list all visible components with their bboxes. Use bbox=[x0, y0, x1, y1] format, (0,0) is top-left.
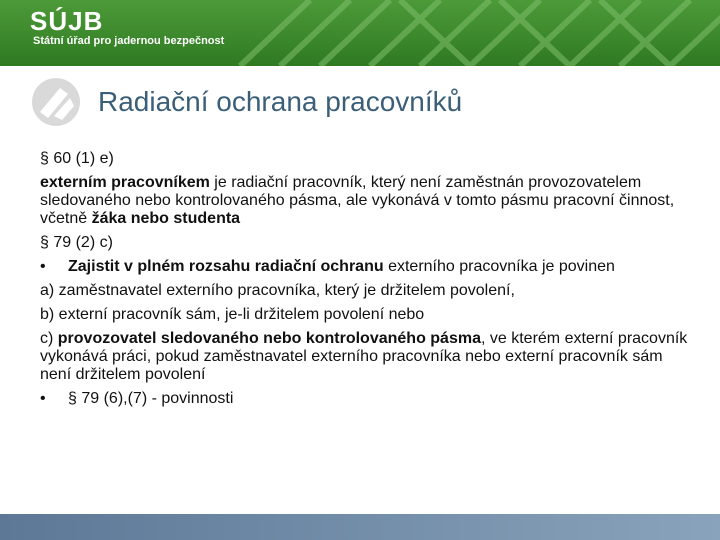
definition-term: externím pracovníkem bbox=[40, 174, 210, 191]
list-item-a: a) zaměstnavatel externího pracovníka, který je držitelem povolení, bbox=[40, 282, 515, 299]
office-name: Státní úřad pro jadernou bezpečnost bbox=[33, 35, 225, 47]
sujb-watermark-icon bbox=[30, 76, 82, 128]
list-item-c-prefix: c) bbox=[40, 330, 58, 347]
slide-content bbox=[40, 150, 690, 408]
header-band bbox=[0, 0, 720, 66]
bullet-mark: • bbox=[40, 258, 46, 275]
definition-text: je radiační pracovník, který není zaměstnán provozovatelem sledovaného nebo kontrolovaného pásma, ale vykonává v tomto pásmu pracovní činnost, včetně bbox=[40, 174, 675, 227]
header-pattern bbox=[200, 0, 720, 66]
bullet-bold: Zajistit v plném rozsahu radiační ochranu bbox=[68, 258, 384, 275]
bullet-item bbox=[40, 258, 690, 276]
footer-band bbox=[0, 514, 720, 540]
definition-paragraph bbox=[40, 174, 690, 228]
sujb-logo: SÚJB bbox=[30, 6, 104, 36]
paragraph-ref-79: § 79 (2) c) bbox=[40, 234, 113, 251]
list-item-b: b) externí pracovník sám, je-li držitelem povolení nebo bbox=[40, 306, 425, 323]
bullet-text: externího pracovníka je povinen bbox=[383, 258, 615, 275]
list-item-c bbox=[40, 330, 690, 384]
bullet-text-2: § 79 (6),(7) - povinnosti bbox=[68, 390, 234, 407]
definition-term-2: žáka nebo studenta bbox=[91, 210, 241, 227]
list-item-c-bold: provozovatel sledovaného nebo kontrolovaného pásma bbox=[57, 330, 481, 347]
paragraph-ref-60: § 60 (1) e) bbox=[40, 150, 114, 167]
list-item-c-text: , ve kterém externí pracovník vykonává práci, pokud zaměstnavatel externího pracovníka nebo externí pracovník sám není držitelem povolení bbox=[40, 330, 688, 383]
bullet-item-2 bbox=[40, 390, 690, 408]
bullet-mark-2: • bbox=[40, 390, 46, 407]
slide-title: Radiační ochrana pracovníků bbox=[98, 86, 463, 117]
